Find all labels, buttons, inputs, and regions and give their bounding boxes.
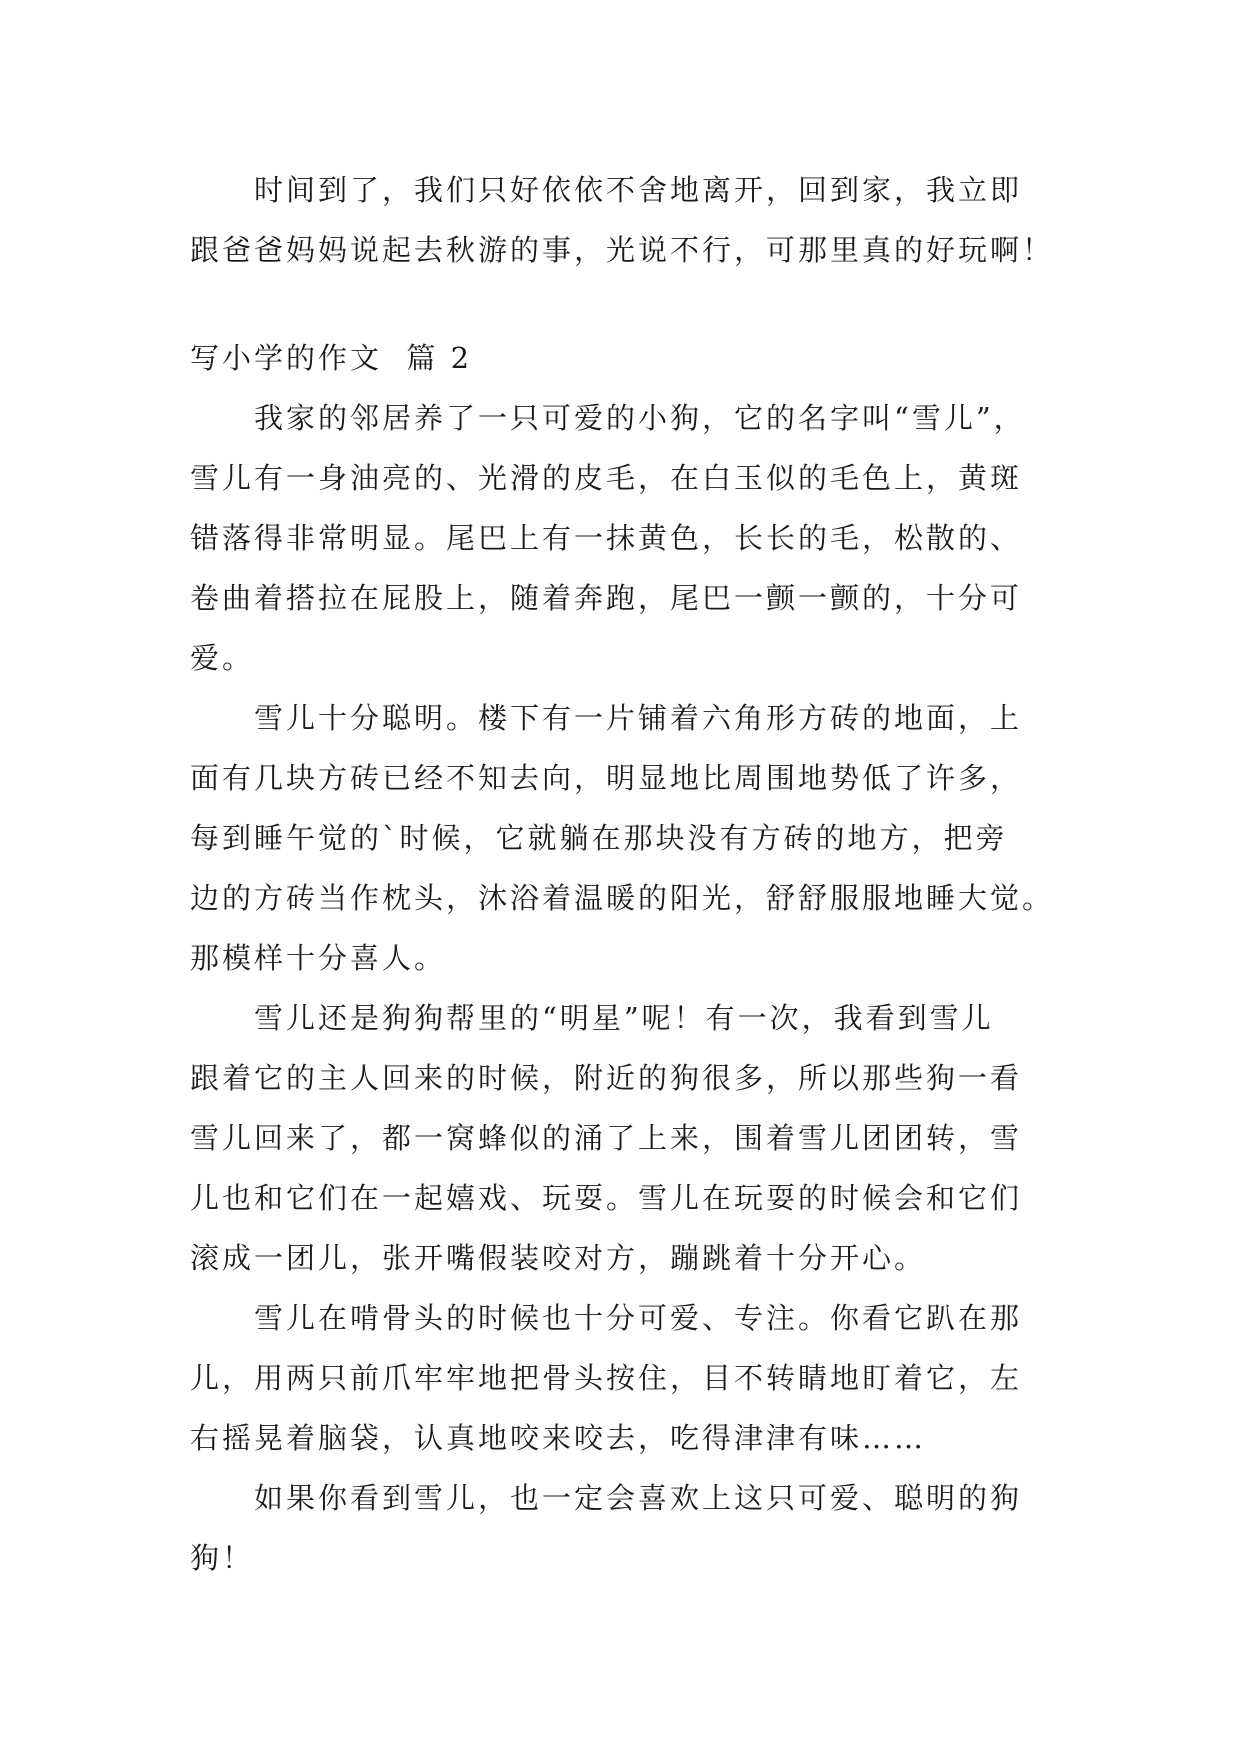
body-line: 错落得非常明显。尾巴上有一抹黄色，长长的毛，松散的、: [190, 521, 1023, 555]
body-line: 狗！: [190, 1541, 255, 1575]
body-line: 每到睡午觉的`时候，它就躺在那块没有方砖的地方，把旁: [190, 821, 1008, 855]
section-title: 写小学的作文 篇 2: [190, 341, 473, 375]
body-line: 儿，用两只前爪牢牢地把骨头按住，目不转睛地盯着它，左: [190, 1361, 1023, 1395]
body-line: 面有几块方砖已经不知去向，明显地比周围地势低了许多，: [190, 761, 1023, 795]
intro-line-1: 时间到了，我们只好依依不舍地离开，回到家，我立即: [190, 173, 1023, 207]
body-line: 那模样十分喜人。: [190, 941, 447, 975]
body-line: 雪儿有一身油亮的、光滑的皮毛，在白玉似的毛色上，黄斑: [190, 461, 1023, 495]
body-line: 雪儿十分聪明。楼下有一片铺着六角形方砖的地面，上: [190, 701, 1023, 735]
body-line: 我家的邻居养了一只可爱的小狗，它的名字叫“雪儿”，: [190, 401, 1026, 435]
body-line: 边的方砖当作枕头，沐浴着温暖的阳光，舒舒服服地睡大觉。: [190, 881, 1055, 915]
body-line: 雪儿回来了，都一窝蜂似的涌了上来，围着雪儿团团转，雪: [190, 1121, 1023, 1155]
document-content: [190, 160, 1055, 1588]
body-line: 跟着它的主人回来的时候，附近的狗很多，所以那些狗一看: [190, 1061, 1023, 1095]
body-line: 儿也和它们在一起嬉戏、玩耍。雪儿在玩耍的时候会和它们: [190, 1181, 1023, 1215]
body-line: 爱。: [190, 641, 255, 675]
intro-line-2: 跟爸爸妈妈说起去秋游的事，光说不行，可那里真的好玩啊！: [190, 233, 1055, 267]
body-line: 雪儿还是狗狗帮里的“明星”呢！有一次，我看到雪儿: [190, 1001, 994, 1035]
body-line: 右摇晃着脑袋，认真地咬来咬去，吃得津津有味……: [190, 1421, 927, 1455]
body-line: 卷曲着搭拉在屁股上，随着奔跑，尾巴一颤一颤的，十分可: [190, 581, 1023, 615]
section-gap: [190, 280, 1050, 328]
body-line: 滚成一团儿，张开嘴假装咬对方，蹦跳着十分开心。: [190, 1241, 927, 1275]
body-line: 雪儿在啃骨头的时候也十分可爱、专注。你看它趴在那: [190, 1301, 1023, 1335]
body-line: 如果你看到雪儿，也一定会喜欢上这只可爱、聪明的狗: [190, 1481, 1023, 1515]
